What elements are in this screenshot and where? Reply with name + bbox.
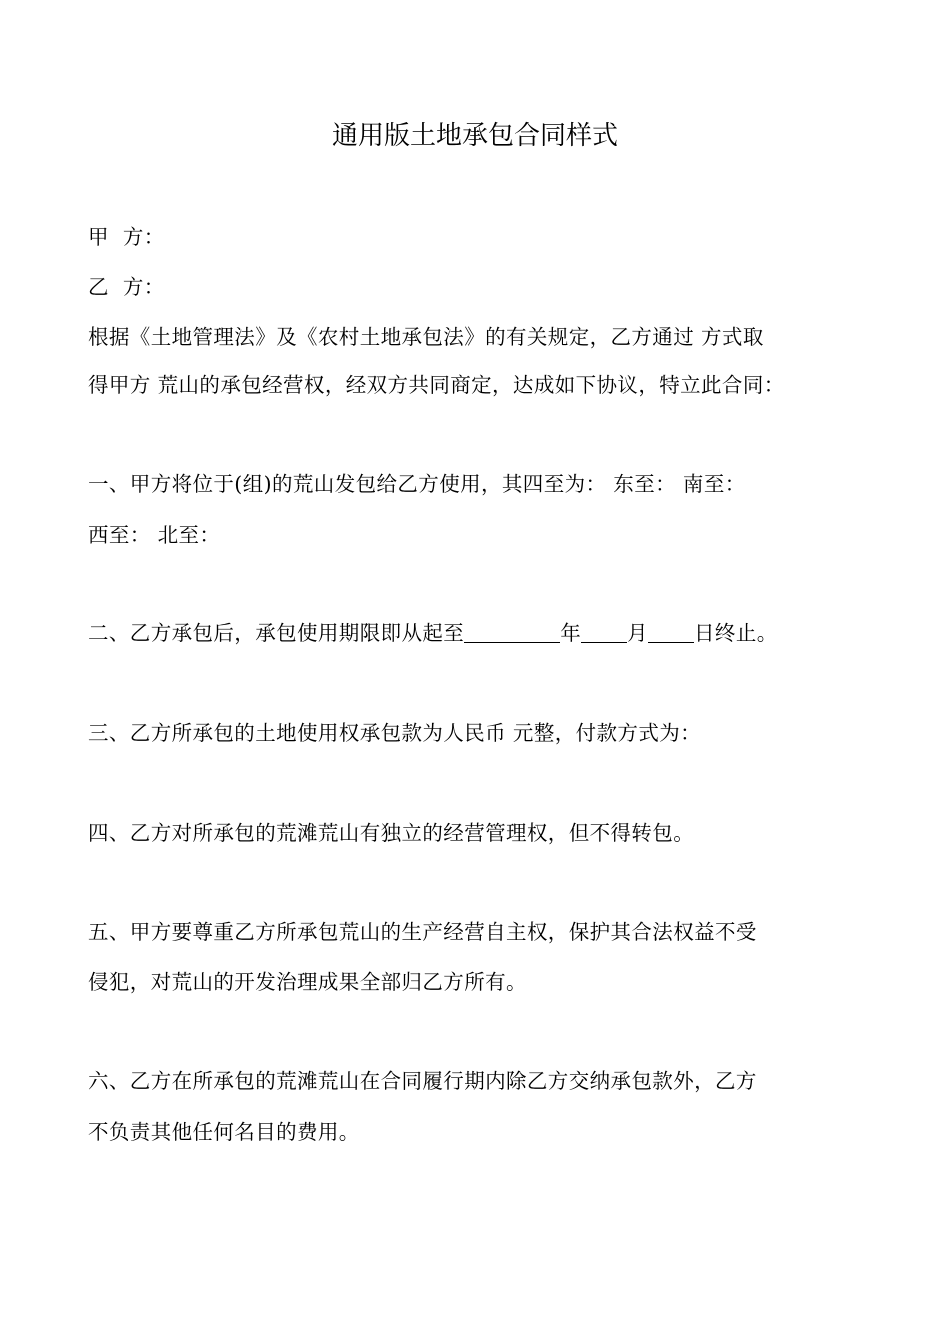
preamble-line-1: 根据《土地管理法》及《农村土地承包法》的有关规定，乙方通过 方式取: [88, 325, 764, 349]
party-a-line: [88, 222, 878, 252]
document-title: 通用版土地承包合同样式: [331, 121, 618, 151]
start-date-blank: [464, 622, 560, 643]
day-blank: [648, 622, 694, 643]
clause-2-year: 年: [560, 621, 582, 645]
party-b-label: 乙: [88, 275, 109, 299]
party-b-line: [88, 272, 878, 302]
clause-6-line-1: 六、乙方在所承包的荒滩荒山在合同履行期内除乙方交纳承包款外，乙方: [88, 1069, 757, 1093]
month-blank: [581, 622, 627, 643]
clause-2-suffix: 日终止。: [694, 621, 778, 645]
clause-6-line-2: 不负责其他任何名目的费用。: [88, 1120, 360, 1144]
preamble-line-2: 得甲方 荒山的承包经营权，经双方共同商定，达成如下协议，特立此合同：: [88, 373, 785, 397]
clause-5-line-1: 五、甲方要尊重乙方所承包荒山的生产经营自主权，保护其合法权益不受: [88, 920, 757, 944]
clause-1-line-1: 一、甲方将位于(组)的荒山发包给乙方使用，其四至为： 东至： 南至：: [88, 472, 746, 496]
clause-4-line: 四、乙方对所承包的荒滩荒山有独立的经营管理权，但不得转包。: [88, 821, 695, 845]
party-b-suffix: 方：: [122, 275, 165, 299]
clause-2-line: [88, 618, 878, 648]
party-a-label: 甲: [88, 225, 109, 249]
party-a-suffix: 方：: [122, 225, 165, 249]
clause-5-line-2: 侵犯，对荒山的开发治理成果全部归乙方所有。: [88, 970, 527, 994]
clause-3-line: 三、乙方所承包的土地使用权承包款为人民币 元整，付款方式为：: [88, 721, 702, 745]
clause-2-month: 月: [627, 621, 649, 645]
clause-1-line-2: 西至： 北至：: [88, 523, 221, 547]
clause-2-prefix: 二、乙方承包后，承包使用期限即从起至: [88, 621, 465, 645]
